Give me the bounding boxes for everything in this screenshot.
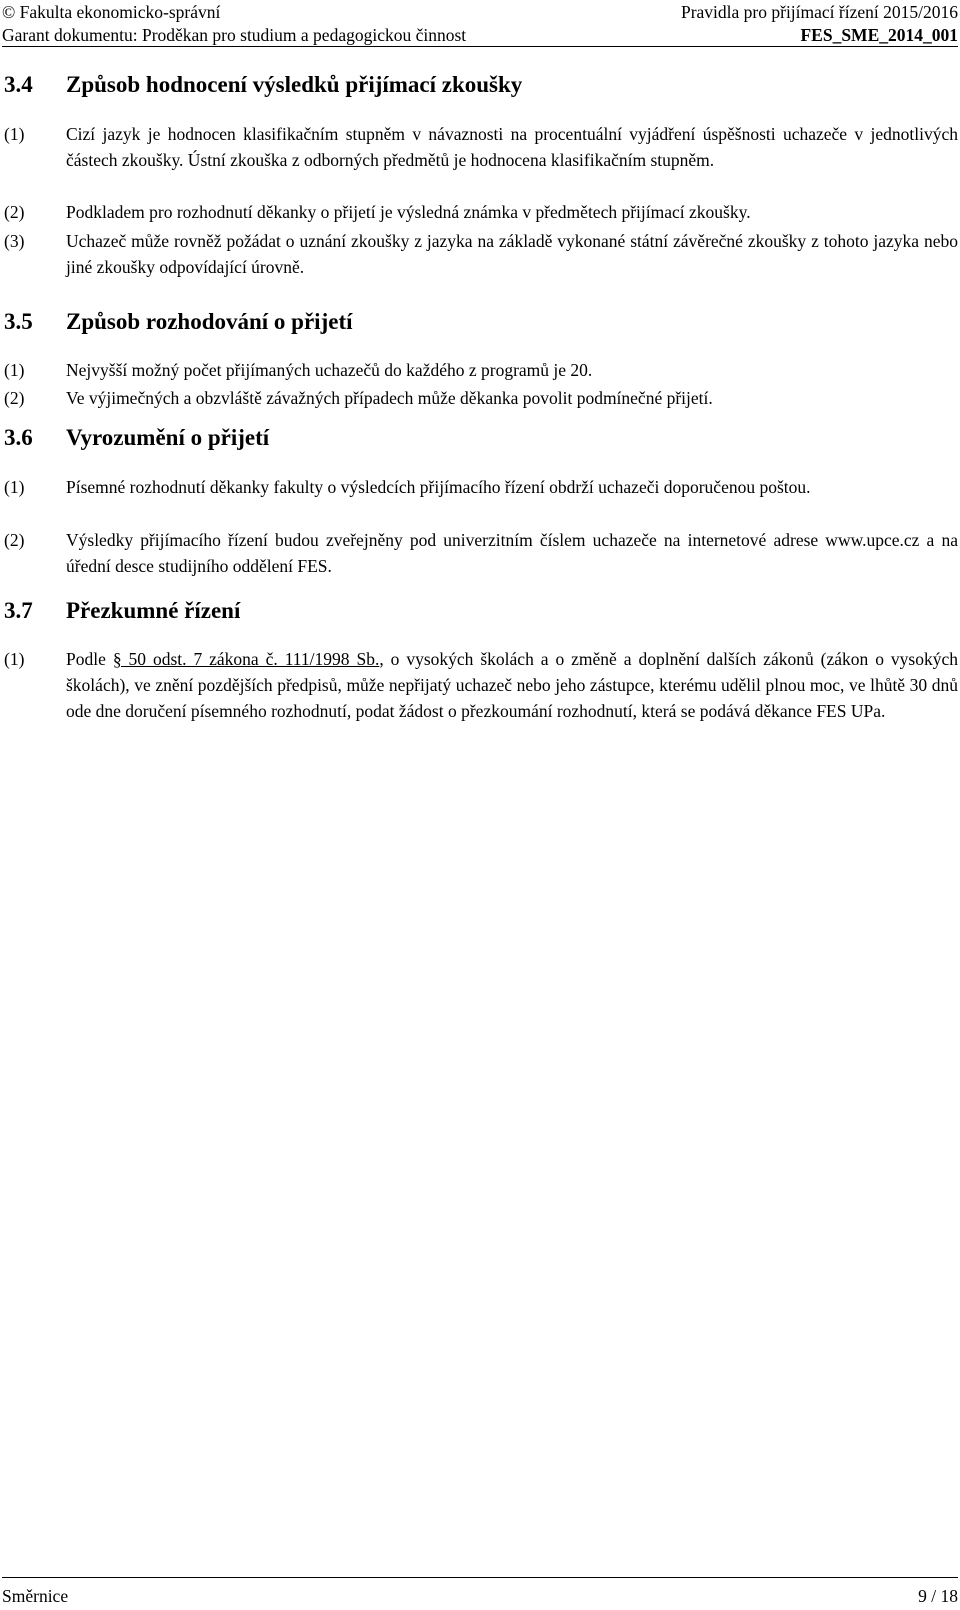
paragraph-text: Uchazeč může rovněž požádat o uznání zkoušky z jazyka na základě vykonané státní závěrečné zkoušky z tohoto jazyka nebo jiné zkoušky odpovídající úrovně. xyxy=(66,231,958,277)
paragraph-text xyxy=(66,646,958,724)
header-document-title: Pravidla pro přijímací řízení 2015/2016 xyxy=(680,2,958,22)
paragraph-3-4-3 xyxy=(4,228,958,280)
paragraph-text: Ve výjimečných a obzvláště závažných případech může děkanka povolit podmínečné přijetí. xyxy=(66,388,713,408)
paragraph-number: (2) xyxy=(4,388,25,408)
paragraph-text-rest: , o vysokých školách a o změně a doplnění dalších zákonů (zákon o vysokých školách), ve znění pozdějších předpisů, může nepřijatý uchazeč nebo jeho zástupce, kterému udělil plnou moc, ve lhůtě 30 dnů ode dne doručení písemného rozhodnutí, podat žádost o přezkoumání rozhodnutí, která se podává děkance FES UPa. xyxy=(66,649,958,721)
paragraph-3-5-2 xyxy=(4,385,958,411)
law-reference-link[interactable]: § 50 odst. 7 zákona č. 111/1998 Sb. xyxy=(112,649,380,669)
header-guarantor: Garant dokumentu: Proděkan pro studium a pedagogickou činnost xyxy=(2,25,467,45)
section-number: 3.5 xyxy=(4,309,33,334)
header-copyright: © Fakulta ekonomicko-správní xyxy=(2,2,221,22)
paragraph-text: Podkladem pro rozhodnutí děkanky o přijetí je výsledná známka v předmětech přijímací zkoušky. xyxy=(66,202,751,222)
paragraph-text: Nejvyšší možný počet přijímaných uchazečů do každého z programů je 20. xyxy=(66,360,593,380)
page-footer xyxy=(2,1577,958,1610)
paragraph-3-4-2 xyxy=(4,199,958,225)
paragraph-number: (1) xyxy=(4,360,25,380)
page-header xyxy=(2,0,958,47)
paragraph-number: (3) xyxy=(4,231,25,251)
paragraph-text: Písemné rozhodnutí děkanky fakulty o výsledcích přijímacího řízení obdrží uchazeči doporučenou poštou. xyxy=(66,477,811,497)
paragraph-number: (2) xyxy=(4,202,25,222)
paragraph-number: (1) xyxy=(4,124,25,144)
paragraph-text-lead: Podle xyxy=(66,649,113,669)
paragraph-text: Výsledky přijímacího řízení budou zveřejněny pod univerzitním číslem uchazeče na internetové adrese www.upce.cz a na úřední desce studijního oddělení FES. xyxy=(66,530,958,576)
section-heading: Způsob rozhodování o přijetí xyxy=(66,309,353,334)
paragraph-number: (1) xyxy=(4,649,25,669)
section-title-3-5 xyxy=(4,308,353,336)
paragraph-number: (1) xyxy=(4,477,25,497)
header-document-id: FES_SME_2014_001 xyxy=(800,25,958,45)
section-number: 3.6 xyxy=(4,425,33,450)
section-number: 3.4 xyxy=(4,72,33,97)
section-title-3-6 xyxy=(4,424,269,452)
paragraph-text: Cizí jazyk je hodnocen klasifikačním stupněm v návaznosti na procentuální vyjádření úspěšnosti uchazeče v jednotlivých částech zkoušky. Ústní zkouška z odborných předmětů je hodnocena klasifikačním stupněm. xyxy=(66,124,958,170)
section-heading: Vyrozumění o přijetí xyxy=(66,425,270,450)
page-number: 9 / 18 xyxy=(918,1586,958,1606)
footer-document-type: Směrnice xyxy=(2,1586,69,1606)
section-number: 3.7 xyxy=(4,598,33,623)
paragraph-3-5-1 xyxy=(4,357,958,383)
paragraph-3-6-1 xyxy=(4,474,958,500)
section-title-3-4 xyxy=(4,71,522,99)
section-heading: Způsob hodnocení výsledků přijímací zkoušky xyxy=(66,72,523,97)
paragraph-3-6-2 xyxy=(4,527,958,579)
paragraph-3-4-1 xyxy=(4,121,958,173)
section-title-3-7 xyxy=(4,597,240,625)
paragraph-3-7-1 xyxy=(4,646,958,724)
section-heading: Přezkumné řízení xyxy=(66,598,241,623)
paragraph-number: (2) xyxy=(4,530,25,550)
